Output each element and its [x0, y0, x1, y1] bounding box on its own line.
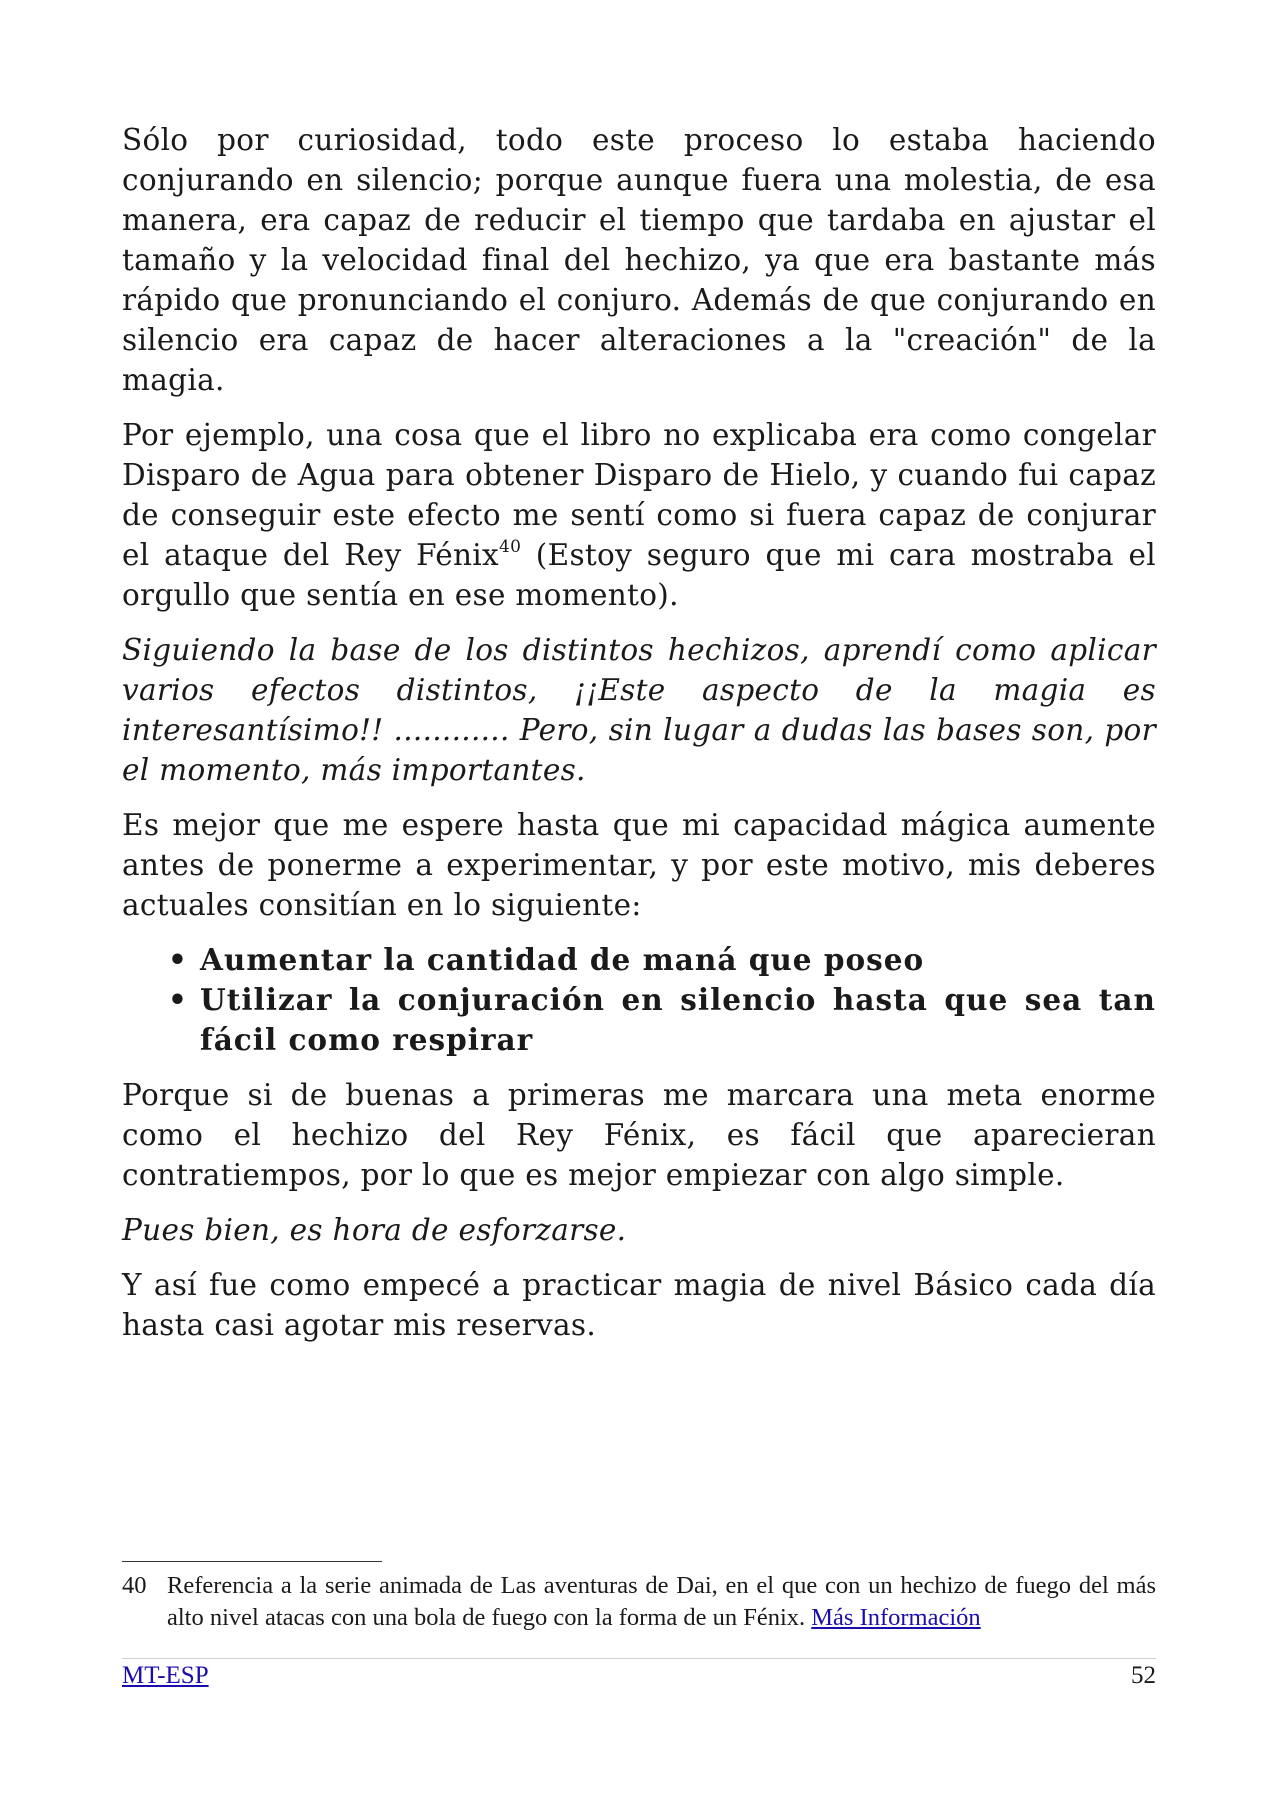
more-info-link[interactable]: Más Información: [811, 1604, 981, 1631]
footnote-text: Referencia a la serie animada de Las aventuras de Dai, en el que con un hechizo de fuego del más alto nivel atacas con una bola de fuego con la forma de un Fénix.: [167, 1572, 1156, 1631]
paragraph-4: Es mejor que me espere hasta que mi capacidad mágica aumente antes de ponerme a experimentar, y por este motivo, mis deberes actuales consitían en lo siguiente:: [122, 808, 1156, 922]
paragraph-7: Y así fue como empecé a practicar magia de nivel Básico cada día hasta casi agotar mis reservas.: [122, 1268, 1156, 1342]
footer-divider: [122, 1658, 1156, 1659]
paragraph-2-text-start: Por ejemplo, una cosa que el libro no explicaba era como congelar Disparo de Agua para obtener Disparo de Hielo, y cuando fui capaz de conseguir este efecto me sentí como si fuera capaz de conjurar el ataque del Rey Fénix: [122, 418, 1156, 572]
paragraph-6-italic: Pues bien, es hora de esforzarse.: [122, 1213, 627, 1247]
page-footer: [122, 1661, 1156, 1691]
footnote: [122, 1570, 1156, 1634]
footnote-number: 40: [122, 1572, 147, 1599]
footnote-body: [167, 1570, 1156, 1634]
paragraph-2-text-end: (Estoy seguro que mi cara mostraba el orgullo que sentía en ese momento).: [122, 538, 1156, 612]
paragraph-5: Porque si de buenas a primeras me marcara una meta enorme como el hechizo del Rey Fénix, es fácil que aparecieran contratiempos, por lo que es mejor empiezar con algo simple.: [122, 1078, 1156, 1192]
main-text: [122, 120, 1156, 1360]
list-item: • Aumentar la cantidad de maná que poseo: [200, 940, 1156, 980]
page-number: 52: [1131, 1662, 1156, 1689]
paragraph-3-italic: Siguiendo la base de los distintos hechizos, aprendí como aplicar varios efectos distintos, ¡¡Este aspecto de la magia es interesantísimo!! ............ Pero, sin lugar a dudas las bases son, por el momento, más importantes.: [122, 633, 1156, 787]
duties-list: [122, 940, 1156, 1060]
paragraph-1: Sólo por curiosidad, todo este proceso lo estaba haciendo conjurando en silencio; porque aunque fuera una molestia, de esa manera, era capaz de reducir el tiempo que tardaba en ajustar el tamaño y la velocidad final del hechizo, ya que era bastante más rápido que pronunciando el conjuro. Además de que conjurando en silencio era capaz de hacer alteraciones a la "creación" de la magia.: [122, 123, 1156, 397]
list-item: • Utilizar la conjuración en silencio hasta que sea tan fácil como respirar: [200, 980, 1156, 1060]
footer-site-link[interactable]: MT-ESP: [122, 1662, 209, 1689]
paragraph-2: [122, 415, 1156, 615]
footnote-divider: [122, 1561, 382, 1562]
footnote-reference[interactable]: 40: [498, 537, 522, 557]
